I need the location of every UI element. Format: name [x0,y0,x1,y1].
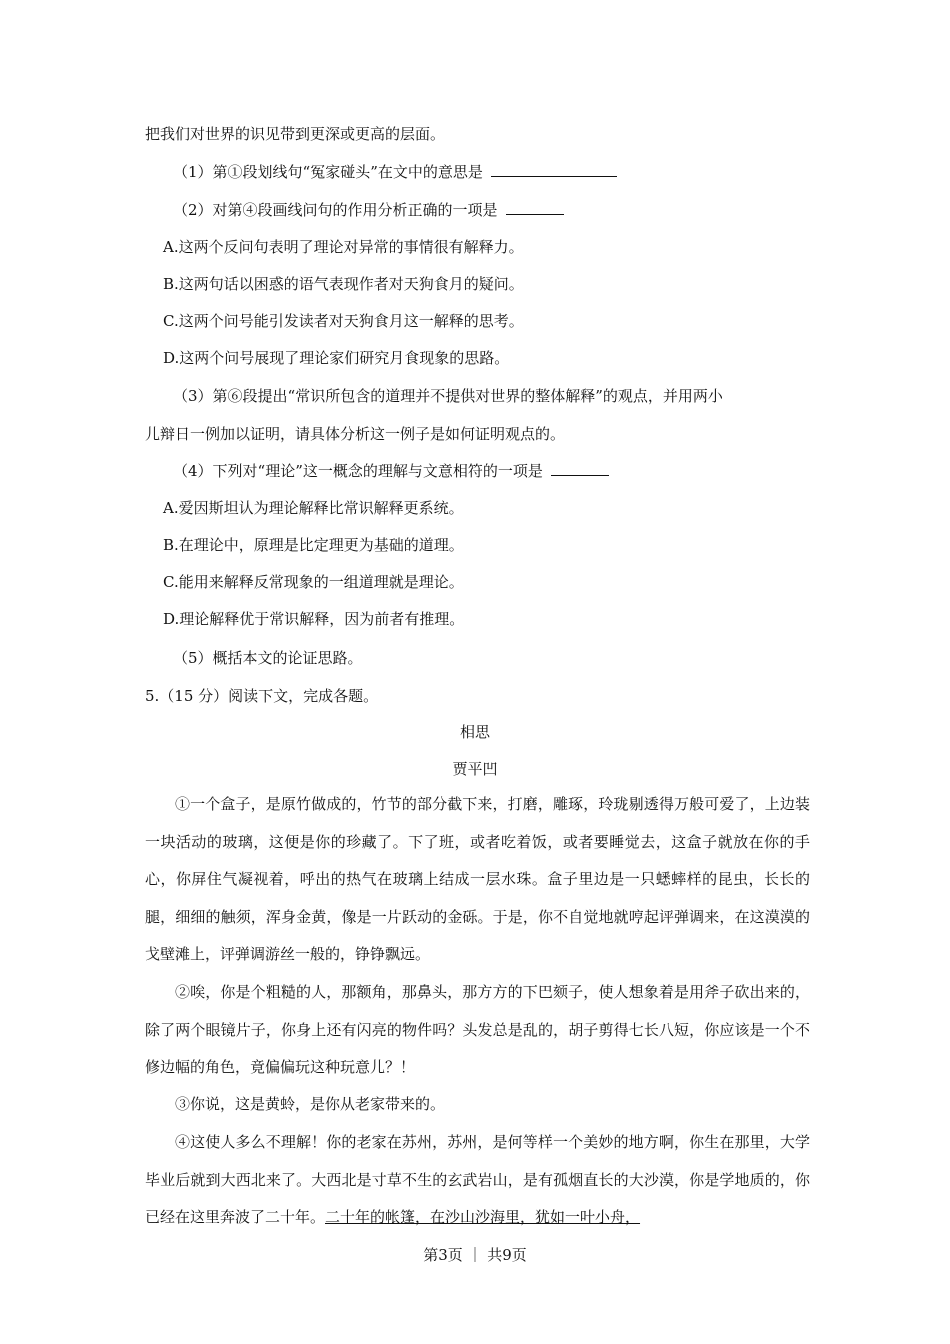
paragraph-3: ③你说，这是黄蛉，是你从老家带来的。 [175,1095,446,1113]
q4-sub2-option-b: B.这两句话以困惑的语气表现作者对天狗食月的疑问。 [163,275,524,293]
answer-blank-4[interactable] [551,461,609,476]
q4-sub1-text: （1）第①段划线句“冤家碰头”在文中的意思是 [173,163,483,181]
q4-sub2-text: （2）对第④段画线问句的作用分析正确的一项是 [173,201,498,219]
q4-sub4-option-b: B.在理论中，原理是比定理更为基础的道理。 [163,536,464,554]
paragraph-1: ①一个盒子，是原竹做成的，竹节的部分截下来，打磨，雕琢，玲珑剔透得万般可爱了，上边装一块活动的玻璃，这便是你的珍藏了。下了班，或者吃着饭，或者要睡觉去，这盒子就放在你的手心，你屏住气凝视着，呼出的热气在玻璃上结成一层水珠。盒子里边是一只蟋蟀样的昆虫，长长的腿，细细的触须，浑身金黄，像是一片跃动的金砾。于是，你不自觉地就哼起评弹调来，在这漠漠的戈壁滩上，评弹调游丝一般的，铮铮飘远。 [145,795,810,963]
q4-subquestion-1 [173,161,617,182]
q5-header: 5.（15 分）阅读下文，完成各题。 [145,687,379,705]
q4-sub3-line2: 儿辩日一例加以证明，请具体分析这一例子是如何证明观点的。 [145,425,566,443]
q4-sub4-text: （4）下列对“理论”这一概念的理解与文意相符的一项是 [173,462,543,480]
paragraph-4 [145,1124,810,1237]
answer-blank-2[interactable] [506,200,564,215]
q4-sub3-line1: （3）第⑥段提出“常识所包含的道理并不提供对世界的整体解释”的观点，并用两小 [173,387,723,405]
q4-sub4-option-d: D.理论解释优于常识解释，因为前者有推理。 [163,610,465,628]
q4-subquestion-2 [173,199,564,220]
paragraph-2: ②唉，你是个粗糙的人，那额角，那鼻头，那方方的下巴颏子，使人想象着是用斧子砍出来的，除了两个眼镜片子，你身上还有闪亮的物件吗？头发总是乱的，胡子剪得七长八短，你应该是一个不修边幅的角色，竟偏偏玩这种玩意儿？！ [145,983,810,1076]
answer-blank-1[interactable] [491,162,617,177]
paragraph-4-text: ④这使人多么不理解！你的老家在苏州，苏州，是何等样一个美妙的地方啊，你生在那里，大学毕业后就到大西北来了。大西北是寸草不生的玄武岩山，是有孤烟直长的大沙漠，你是学地质的，你已经在这里奔波了二十年。 [145,1133,810,1226]
article-title: 相思 [459,723,490,741]
q4-intro-tail: 把我们对世界的识见带到更深或更高的层面。 [145,125,446,143]
q4-sub2-option-a: A.这两个反问句表明了理论对异常的事情很有解释力。 [163,238,524,256]
q4-subquestion-4 [173,460,609,481]
article-author: 贾平凹 [452,760,498,778]
page-footer: 第3页 ｜ 共9页 [423,1246,527,1264]
q4-sub4-option-a: A.爱因斯坦认为理论解释比常识解释更系统。 [163,499,464,517]
paragraph-4-underlined: 二十年的帐篷，在沙山沙海里，犹如一叶小舟， [325,1208,641,1226]
q4-sub2-option-c: C.这两个问号能引发读者对天狗食月这一解释的思考。 [163,312,524,330]
q4-sub4-option-c: C.能用来解释反常现象的一组道理就是理论。 [163,573,464,591]
q4-subquestion-5: （5）概括本文的论证思路。 [173,649,363,667]
q4-sub2-option-d: D.这两个问号展现了理论家们研究月食现象的思路。 [163,349,510,367]
